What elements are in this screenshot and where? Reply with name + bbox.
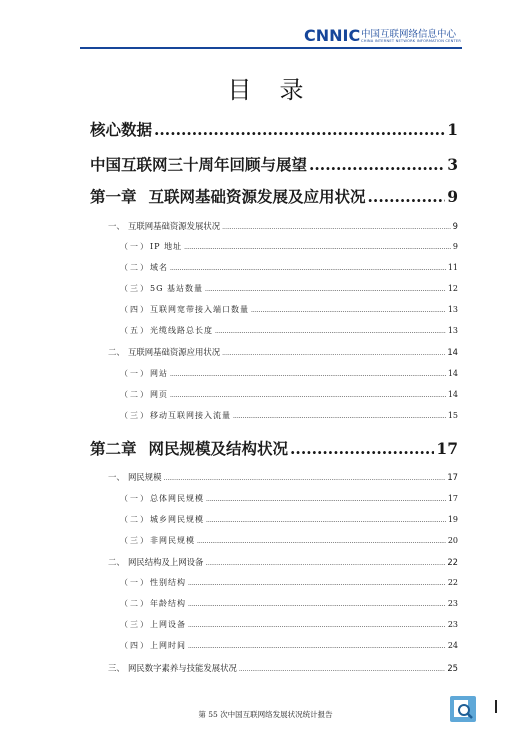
toc-entry-label: 网页 bbox=[150, 390, 168, 399]
page-edge-marker bbox=[495, 700, 497, 713]
toc-entry-level-2[interactable] bbox=[108, 471, 458, 483]
toc-entry-level-3[interactable] bbox=[120, 389, 458, 400]
toc-dot-leader bbox=[233, 413, 446, 420]
toc-entry-label: 网民数字素养与技能发展状况 bbox=[128, 663, 237, 673]
toc-dot-leader bbox=[188, 580, 446, 587]
toc-entry-label: 互联网基础资源发展状况 bbox=[128, 221, 221, 231]
toc-entry-level-2[interactable] bbox=[108, 346, 458, 358]
toc-entry-page: 17 bbox=[436, 439, 458, 458]
toc-entry-label: 核心数据 bbox=[90, 120, 153, 139]
toc-dot-leader bbox=[239, 666, 445, 673]
toc-entry-number: （三） bbox=[120, 284, 150, 293]
toc-entry-number: （三） bbox=[120, 620, 150, 629]
toc-dot-leader bbox=[197, 538, 446, 545]
toc-entry-page: 19 bbox=[447, 515, 458, 524]
toc-entry-number: （一） bbox=[120, 578, 150, 587]
toc-entry-page: 22 bbox=[447, 578, 458, 587]
toc-dot-leader bbox=[205, 560, 445, 567]
toc-dot-leader bbox=[251, 307, 446, 314]
toc-dot-leader bbox=[154, 120, 445, 139]
toc-entry-number: （一） bbox=[120, 369, 150, 378]
toc-entry-number: 一、 bbox=[108, 472, 125, 482]
toc-entry-number: （一） bbox=[120, 494, 150, 503]
toc-entry-page: 22 bbox=[447, 557, 458, 567]
toc-entry-label: 性别结构 bbox=[150, 578, 186, 587]
toc-entry-page: 9 bbox=[447, 187, 458, 206]
toc-entry-level-3[interactable] bbox=[120, 640, 458, 651]
toc-entry-page: 9 bbox=[452, 242, 458, 251]
toc-entry-label: 上网时间 bbox=[150, 641, 186, 650]
toc-entry-page: 17 bbox=[447, 494, 458, 503]
toc-entry-page: 23 bbox=[447, 599, 458, 608]
toc-entry-number: （四） bbox=[120, 305, 150, 314]
toc-entry-label: 互联网基础资源应用状况 bbox=[128, 347, 221, 357]
toc-entry-number: 二、 bbox=[108, 347, 125, 357]
toc-entry-label: 上网设备 bbox=[150, 620, 186, 629]
toc-entry-level-3[interactable] bbox=[120, 241, 458, 252]
toc-entry-page: 13 bbox=[447, 326, 458, 335]
toc-entry-label: 互联网宽带接入端口数量 bbox=[150, 305, 249, 314]
toc-entry-number: 第二章 bbox=[90, 439, 137, 458]
toc-dot-leader bbox=[184, 244, 451, 251]
toc-entry-level-3[interactable] bbox=[120, 598, 458, 609]
toc-entry-label: 年龄结构 bbox=[150, 599, 186, 608]
toc-dot-leader bbox=[215, 328, 446, 335]
toc-entry-number: 三、 bbox=[108, 663, 125, 673]
toc-dot-leader bbox=[188, 643, 446, 650]
toc-entry-page: 15 bbox=[447, 411, 458, 420]
toc-entry-level-3[interactable] bbox=[120, 283, 458, 294]
toc-entry-label: 移动互联网接入流量 bbox=[150, 411, 231, 420]
toc-entry-level-1[interactable] bbox=[90, 153, 458, 175]
toc-dot-leader bbox=[170, 392, 446, 399]
toc-entry-level-1[interactable] bbox=[90, 185, 458, 207]
page-title: 目录 bbox=[227, 76, 332, 104]
toc-entry-level-3[interactable] bbox=[120, 368, 458, 379]
toc-entry-number: （三） bbox=[120, 411, 150, 420]
toc-entry-page: 14 bbox=[447, 369, 458, 378]
toc-entry-number: （五） bbox=[120, 326, 150, 335]
toc-entry-label: 域名 bbox=[150, 263, 168, 272]
toc-entry-level-2[interactable] bbox=[108, 220, 458, 232]
toc-entry-label: 非网民规模 bbox=[150, 536, 195, 545]
toc-entry-number: （二） bbox=[120, 390, 150, 399]
toc-entry-page: 20 bbox=[447, 536, 458, 545]
toc-entry-page: 3 bbox=[447, 155, 458, 174]
toc-entry-level-3[interactable] bbox=[120, 410, 458, 421]
toc-dot-leader bbox=[205, 286, 446, 293]
toc-entry-number: 一、 bbox=[108, 221, 125, 231]
toc-entry-label: 网民结构及上网设备 bbox=[128, 557, 204, 567]
toc-dot-leader bbox=[188, 622, 446, 629]
toc-entry-label: 光缆线路总长度 bbox=[150, 326, 213, 335]
toc-entry-page: 25 bbox=[447, 663, 458, 673]
toc-dot-leader bbox=[170, 371, 446, 378]
toc-entry-page: 1 bbox=[447, 120, 458, 139]
toc-entry-level-2[interactable] bbox=[108, 662, 458, 674]
toc-entry-label: IP 地址 bbox=[150, 242, 183, 251]
toc-entry-page: 23 bbox=[447, 620, 458, 629]
header-divider bbox=[80, 47, 462, 49]
cnnic-logo: CNNIC bbox=[304, 26, 361, 45]
toc-entry-level-2[interactable] bbox=[108, 556, 458, 568]
toc-dot-leader bbox=[309, 155, 445, 174]
toc-entry-level-1[interactable] bbox=[90, 118, 458, 140]
toc-entry-label: 中国互联网三十周年回顾与展望 bbox=[90, 155, 308, 174]
toc-entry-number: （二） bbox=[120, 263, 150, 272]
toc-entry-label: 城乡网民规模 bbox=[150, 515, 204, 524]
toc-entry-level-3[interactable] bbox=[120, 493, 458, 504]
toc-entry-level-3[interactable] bbox=[120, 325, 458, 336]
toc-entry-page: 12 bbox=[447, 284, 458, 293]
toc-entry-label: 网民规模 bbox=[128, 472, 162, 482]
toc-dot-leader bbox=[368, 187, 446, 206]
toc-dot-leader bbox=[222, 350, 445, 357]
toc-entry-label: 网站 bbox=[150, 369, 168, 378]
toc-dot-leader bbox=[164, 475, 446, 482]
toc-entry-level-3[interactable] bbox=[120, 577, 458, 588]
toc-entry-page: 14 bbox=[447, 390, 458, 399]
toc-entry-level-1[interactable] bbox=[90, 437, 458, 459]
toc-entry-number: （二） bbox=[120, 599, 150, 608]
toc-entry-level-3[interactable] bbox=[120, 304, 458, 315]
toc-dot-leader bbox=[206, 496, 446, 503]
toc-dot-leader bbox=[222, 224, 451, 231]
toc-entry-level-3[interactable] bbox=[120, 619, 458, 630]
toc-entry-level-3[interactable] bbox=[120, 514, 458, 525]
footer-report-title: 第 55 次中国互联网络发展状况统计报告 bbox=[198, 710, 333, 719]
toc-entry-page: 17 bbox=[447, 472, 458, 482]
toc-entry-label: 总体网民规模 bbox=[150, 494, 204, 503]
toc-entry-page: 9 bbox=[452, 221, 458, 231]
toc-entry-level-3[interactable] bbox=[120, 262, 458, 273]
toc-entry-number: 第一章 bbox=[90, 187, 137, 206]
search-report-icon bbox=[450, 696, 476, 722]
toc-entry-number: 二、 bbox=[108, 557, 125, 567]
page-header bbox=[0, 0, 531, 52]
toc-dot-leader bbox=[170, 265, 446, 272]
toc-entry-label: 网民规模及结构状况 bbox=[148, 439, 289, 458]
toc-entry-page: 24 bbox=[447, 641, 458, 650]
toc-dot-leader bbox=[188, 601, 446, 608]
toc-dot-leader bbox=[206, 517, 446, 524]
toc-entry-label: 互联网基础资源发展及应用状况 bbox=[148, 187, 366, 206]
toc-entry-number: （四） bbox=[120, 641, 150, 650]
org-name-en: CHINA INTERNET NETWORK INFORMATION CENTER bbox=[361, 39, 462, 43]
toc-entry-page: 14 bbox=[447, 347, 458, 357]
toc-entry-number: （一） bbox=[120, 242, 150, 251]
toc-entry-number: （二） bbox=[120, 515, 150, 524]
toc-entry-label: 5G 基站数量 bbox=[150, 284, 204, 293]
toc-entry-level-3[interactable] bbox=[120, 535, 458, 546]
toc-dot-leader bbox=[290, 439, 434, 458]
toc-entry-page: 13 bbox=[447, 305, 458, 314]
toc-entry-number: （三） bbox=[120, 536, 150, 545]
toc-entry-page: 11 bbox=[447, 263, 458, 272]
org-name-cn: 中国互联网络信息中心 bbox=[361, 29, 457, 40]
